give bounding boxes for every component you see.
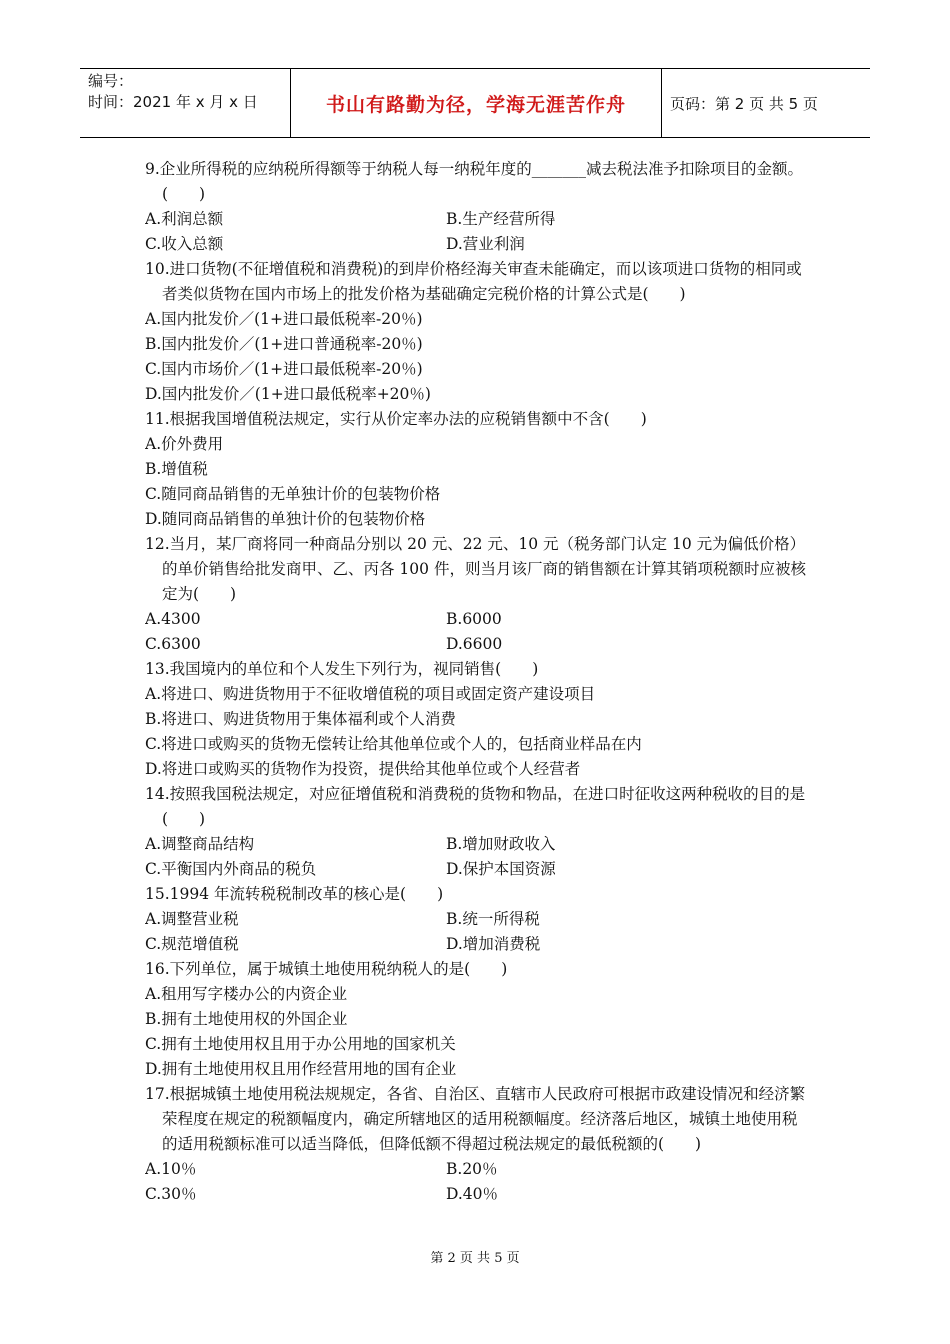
header-motto: 书山有路勤为径，学海无涯苦作舟: [325, 93, 626, 116]
answer-option: C.平衡国内外商品的税负: [145, 860, 317, 878]
option-row: [145, 207, 810, 232]
answer-option: A.利润总额: [145, 210, 224, 228]
answer-option: A.将进口、购进货物用于不征收增值税的项目或固定资产建设项目: [145, 685, 596, 703]
question-stem: 14.按照我国税法规定，对应征增值税和消费税的货物和物品，在进口时征收这两种税收的目的是( ): [145, 785, 806, 828]
answer-option: D.拥有土地使用权且用作经营用地的国有企业: [145, 1060, 457, 1078]
answer-option: C.30％: [145, 1185, 197, 1203]
answer-option: C.收入总额: [145, 235, 224, 253]
answer-option: B.增加财政收入: [446, 835, 556, 853]
header-code: 编号：: [88, 72, 134, 90]
answer-option: D.随同商品销售的单独计价的包装物价格: [145, 510, 426, 528]
answer-option: B.20％: [446, 1160, 498, 1178]
option-row: [145, 907, 810, 932]
option-row: [145, 932, 810, 957]
answer-option: C.国内市场价／(1+进口最低税率-20％): [145, 360, 423, 378]
answer-option: C.6300: [145, 635, 201, 653]
answer-option: B.6000: [446, 610, 502, 628]
answer-option: B.将进口、购进货物用于集体福利或个人消费: [145, 710, 456, 728]
answer-option: B.拥有土地使用权的外国企业: [145, 1010, 348, 1028]
option-row: [145, 857, 810, 882]
question-stem: 13.我国境内的单位和个人发生下列行为，视同销售( ): [145, 660, 539, 678]
question-stem: 9.企业所得税的应纳税所得额等于纳税人每一纳税年度的_______减去税法准予扣除项目的金额。( ): [145, 160, 804, 203]
answer-option: D.40％: [446, 1185, 499, 1203]
answer-option: A.4300: [145, 610, 201, 628]
answer-option: C.拥有土地使用权且用于办公用地的国家机关: [145, 1035, 456, 1053]
answer-option: A.调整商品结构: [145, 835, 255, 853]
answer-option: D.将进口或购买的货物作为投资，提供给其他单位或个人经营者: [145, 760, 581, 778]
header-time: 时间：2021 年 x 月 x 日: [88, 93, 258, 111]
answer-option: D.营业利润: [446, 235, 525, 253]
page-header: [80, 68, 870, 138]
question-list: [145, 157, 810, 1207]
answer-option: B.生产经营所得: [446, 210, 556, 228]
question-stem: 10.进口货物(不征增值税和消费税)的到岸价格经海关审查未能确定，而以该项进口货物的相同或者类似货物在国内市场上的批发价格为基础确定完税价格的计算公式是( ): [145, 260, 802, 303]
answer-option: D.国内批发价／(1+进口最低税率+20％): [145, 385, 431, 403]
option-row: [145, 832, 810, 857]
answer-option: B.增值税: [145, 460, 208, 478]
header-page-info: 页码：第 2 页 共 5 页: [670, 94, 818, 113]
question-stem: 11.根据我国增值税法规定，实行从价定率办法的应税销售额中不含( ): [145, 410, 647, 428]
page-footer: 第 2 页 共 5 页: [430, 1251, 520, 1266]
answer-option: D.6600: [446, 635, 503, 653]
answer-option: C.将进口或购买的货物无偿转让给其他单位或个人的，包括商业样品在内: [145, 735, 642, 753]
option-row: [145, 632, 810, 657]
answer-option: B.统一所得税: [446, 910, 540, 928]
question-stem: 15.1994 年流转税税制改革的核心是( ): [145, 885, 444, 903]
header-meta: [80, 69, 291, 137]
answer-option: D.增加消费税: [446, 935, 541, 953]
option-row: [145, 1157, 810, 1182]
option-row: [145, 232, 810, 257]
answer-option: D.保护本国资源: [446, 860, 556, 878]
question-stem: 16.下列单位，属于城镇土地使用税纳税人的是( ): [145, 960, 508, 978]
answer-option: A.租用写字楼办公的内资企业: [145, 985, 348, 1003]
header-motto-cell: [291, 69, 662, 137]
answer-option: A.国内批发价／(1+进口最低税率-20％): [145, 310, 423, 328]
answer-option: C.随同商品销售的无单独计价的包装物价格: [145, 485, 441, 503]
answer-option: A.价外费用: [145, 435, 224, 453]
answer-option: C.规范增值税: [145, 935, 239, 953]
option-row: [145, 607, 810, 632]
answer-option: A.调整营业税: [145, 910, 239, 928]
answer-option: A.10％: [145, 1160, 197, 1178]
question-stem: 12.当月，某厂商将同一种商品分别以 20 元、22 元、10 元（税务部门认定 10 元为偏低价格）的单价销售给批发商甲、乙、丙各 100 件，则当月该厂商的销售额在计算其销项税额时应被核定为( ): [145, 535, 806, 603]
option-row: [145, 1182, 810, 1207]
answer-option: B.国内批发价／(1+进口普通税率-20％): [145, 335, 423, 353]
question-stem: 17.根据城镇土地使用税法规规定，各省、自治区、直辖市人民政府可根据市政建设情况和经济繁荣程度在规定的税额幅度内，确定所辖地区的适用税额幅度。经济落后地区，城镇土地使用税的适用税额标准可以适当降低，但降低额不得超过税法规定的最低税额的( ): [145, 1085, 806, 1153]
